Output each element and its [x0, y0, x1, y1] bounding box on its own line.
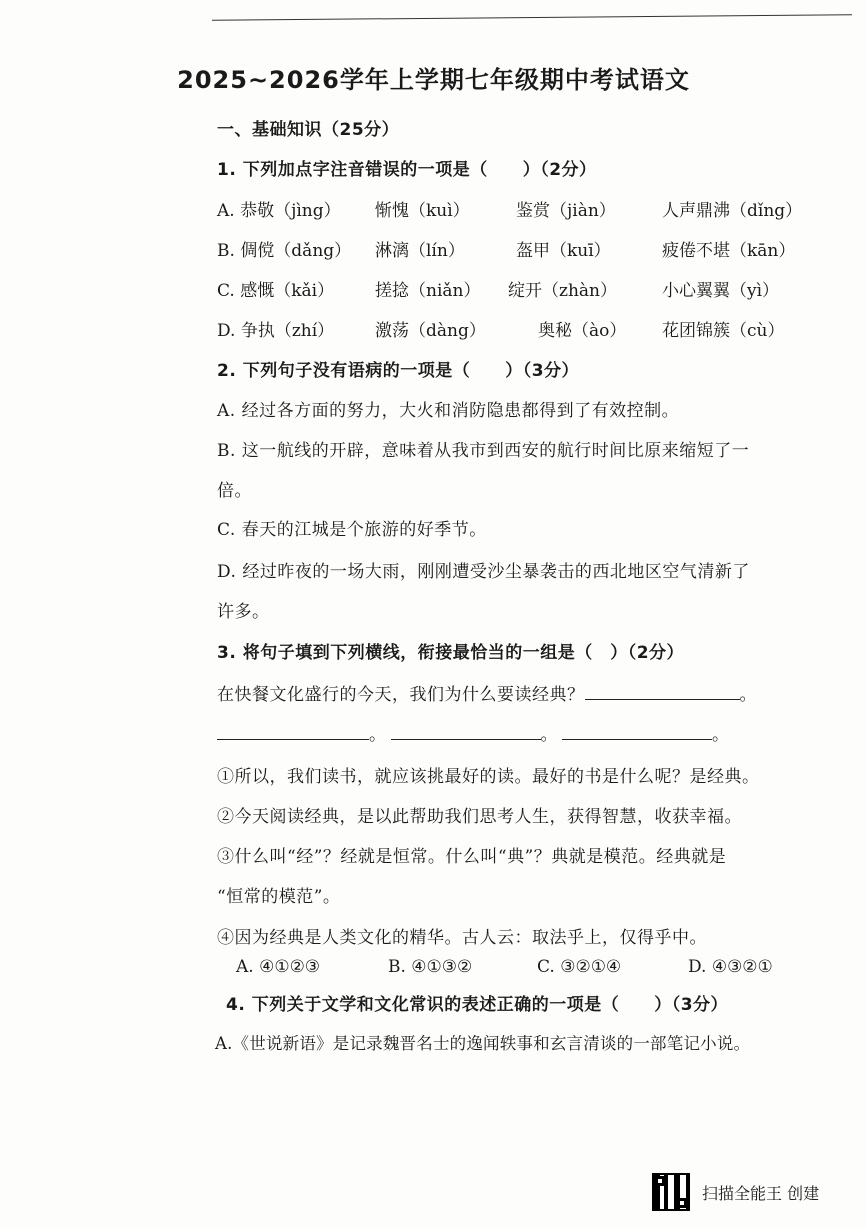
- q2-option-a: A. 经过各方面的努力，大火和消防隐患都得到了有效控制。: [217, 401, 680, 421]
- q3-stem: 3. 将句子填到下列横线，衔接最恰当的一组是（ ）（2分）: [217, 643, 685, 663]
- q3-blank-1[interactable]: [585, 683, 740, 700]
- q3-sentence-3-line1: ③什么叫“经”？经就是恒常。什么叫“典”？典就是模范。经典就是: [217, 847, 727, 867]
- q3-blank-row: [217, 720, 730, 745]
- q2-stem: 2. 下列句子没有语病的一项是（ ）（3分）: [217, 361, 580, 381]
- q1-b-1: B. 倜傥（dǎng）: [217, 241, 352, 261]
- q2-option-d-line2: 许多。: [217, 602, 270, 622]
- q4-stem: 4. 下列关于文学和文化常识的表述正确的一项是（ ）（3分）: [226, 995, 729, 1015]
- q3-lead: [217, 680, 757, 705]
- q3-period-1: 。: [739, 685, 757, 705]
- qr-code-icon: [652, 1173, 690, 1211]
- q1-a-1: A. 恭敬（jìng）: [217, 201, 341, 221]
- q3-sentence-1: ①所以，我们读书，就应该挑最好的读。最好的书是什么呢？是经典。: [217, 767, 760, 787]
- q1-c-3: 绽开（zhàn）: [508, 281, 617, 301]
- q1-d-3: 奥秘（ào）: [538, 321, 627, 341]
- q1-stem: 1. 下列加点字注音错误的一项是（ ）（2分）: [217, 160, 597, 180]
- q1-a-4: 人声鼎沸（dǐng）: [662, 201, 803, 221]
- q2-option-c: C. 春天的江城是个旅游的好季节。: [217, 520, 487, 540]
- q3-period-2: 。: [369, 725, 387, 745]
- q1-b-3: 盔甲（kuī）: [516, 241, 611, 261]
- scanner-watermark: [652, 1170, 819, 1214]
- q3-sentence-3-line2: “恒常的模范”。: [217, 887, 341, 907]
- q3-choice-d[interactable]: D. ④③②①: [688, 957, 773, 977]
- q4-option-a: A.《世说新语》是记录魏晋名士的逸闻轶事和玄言清谈的一部笔记小说。: [215, 1034, 751, 1053]
- q1-d-4: 花团锦簇（cù）: [662, 321, 785, 341]
- q3-blank-4[interactable]: [562, 723, 712, 740]
- q3-period-3: 。: [540, 725, 558, 745]
- q2-option-b-line1: B. 这一航线的开辟，意味着从我市到西安的航行时间比原来缩短了一: [217, 441, 750, 461]
- q1-d-2: 激荡（dàng）: [375, 321, 486, 341]
- q1-a-3: 鉴赏（jiàn）: [516, 201, 616, 221]
- q3-choice-a[interactable]: A. ④①②③: [236, 957, 321, 977]
- q1-c-2: 搓捻（niǎn）: [375, 281, 481, 301]
- q1-d-1: D. 争执（zhí）: [217, 321, 335, 341]
- q3-choice-b[interactable]: B. ④①③②: [388, 957, 473, 977]
- q1-c-4: 小心翼翼（yì）: [662, 281, 780, 301]
- scanner-app-name: 扫描全能王 创建: [702, 1183, 820, 1203]
- q3-period-4: 。: [712, 725, 730, 745]
- top-rule: [212, 14, 852, 21]
- q1-b-4: 疲倦不堪（kān）: [662, 241, 796, 261]
- q3-lead-text: 在快餐文化盛行的今天，我们为什么要读经典？: [217, 685, 585, 705]
- q1-c-1: C. 感慨（kǎi）: [217, 281, 335, 301]
- q3-choice-c[interactable]: C. ③②①④: [537, 957, 622, 977]
- q2-option-d-line1: D. 经过昨夜的一场大雨，刚刚遭受沙尘暴袭击的西北地区空气清新了: [217, 562, 750, 582]
- q3-blank-2[interactable]: [217, 723, 369, 740]
- q3-blank-3[interactable]: [391, 723, 541, 740]
- q1-a-2: 惭愧（kuì）: [375, 201, 470, 221]
- page-title: 2025~2026学年上学期七年级期中考试语文: [177, 66, 690, 94]
- q2-option-b-line2: 倍。: [217, 481, 252, 501]
- q3-sentence-4: ④因为经典是人类文化的精华。古人云：取法乎上，仅得乎中。: [217, 928, 707, 948]
- q3-sentence-2: ②今天阅读经典，是以此帮助我们思考人生，获得智慧，收获幸福。: [217, 807, 742, 827]
- q1-b-2: 淋漓（lín）: [375, 241, 465, 261]
- section-heading: 一、基础知识（25分）: [217, 120, 400, 140]
